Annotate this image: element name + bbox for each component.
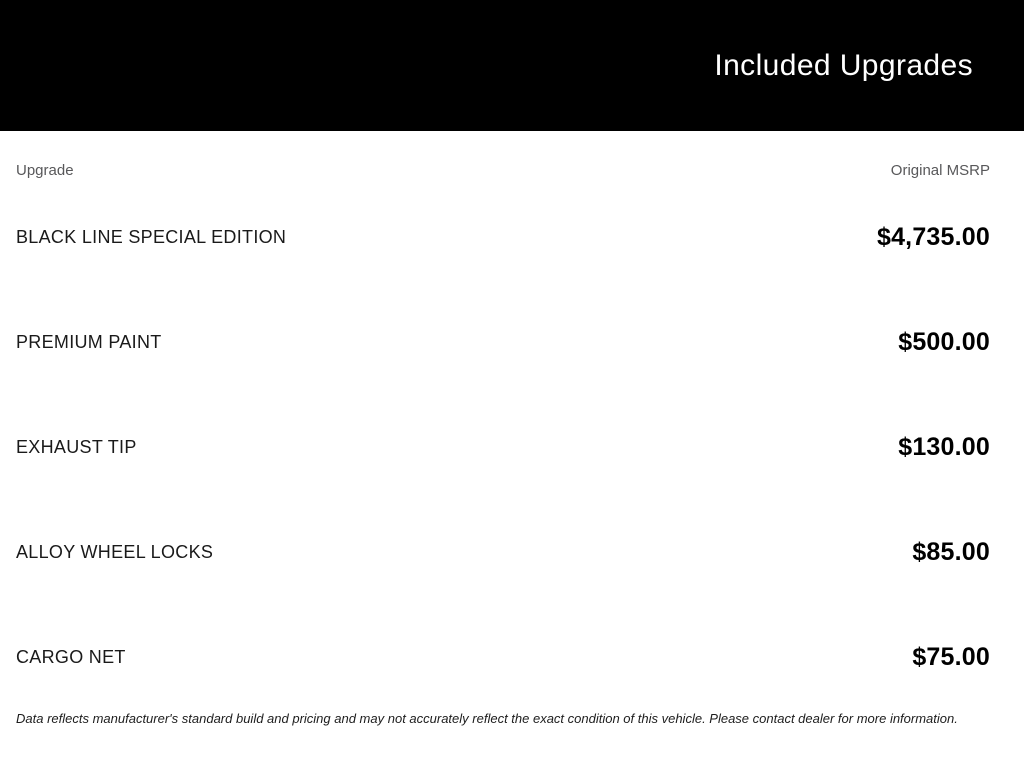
upgrade-name: CARGO NET xyxy=(16,647,126,667)
table-row xyxy=(16,185,990,290)
upgrades-table xyxy=(0,131,1024,710)
upgrade-price: $130.00 xyxy=(898,433,990,461)
table-column-headers xyxy=(16,131,990,185)
page-header xyxy=(0,0,1024,131)
upgrade-price: $4,735.00 xyxy=(876,223,990,251)
upgrade-name: BLACK LINE SPECIAL EDITION xyxy=(16,227,287,247)
column-header-original-msrp: Original MSRP xyxy=(890,161,990,179)
table-row xyxy=(16,605,990,710)
upgrade-price: $85.00 xyxy=(912,538,990,566)
upgrade-price: $75.00 xyxy=(912,643,990,671)
table-row xyxy=(16,500,990,605)
page-title: Included Upgrades xyxy=(714,48,973,82)
table-row xyxy=(16,290,990,395)
column-header-upgrade: Upgrade xyxy=(16,161,74,179)
upgrade-name: EXHAUST TIP xyxy=(16,437,137,457)
upgrade-name: ALLOY WHEEL LOCKS xyxy=(16,542,214,562)
disclaimer-text: Data reflects manufacturer's standard build and pricing and may not accurately reflect the exact condition of this vehicle. Please contact dealer for more information. xyxy=(16,711,958,726)
table-row xyxy=(16,395,990,500)
upgrade-name: PREMIUM PAINT xyxy=(16,332,162,352)
upgrade-price: $500.00 xyxy=(898,328,990,356)
